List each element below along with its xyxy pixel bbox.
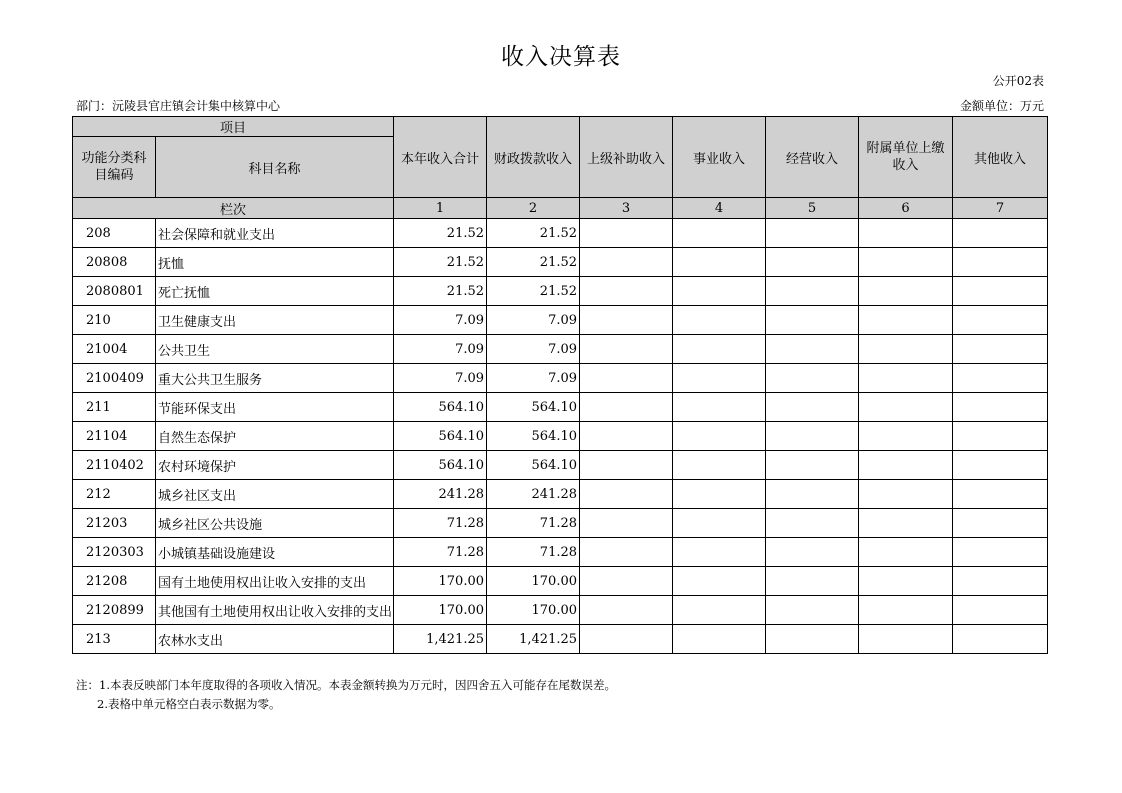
row-total-income: 564.10 <box>394 393 487 422</box>
row-operating-income <box>766 480 859 509</box>
column-number-2: 2 <box>487 198 580 219</box>
row-code: 21004 <box>73 335 156 364</box>
row-fiscal-income: 564.10 <box>487 422 580 451</box>
row-business-income <box>673 625 766 654</box>
row-total-income: 241.28 <box>394 480 487 509</box>
row-fiscal-income: 7.09 <box>487 306 580 335</box>
row-superior-subsidy <box>580 596 673 625</box>
row-superior-subsidy <box>580 480 673 509</box>
row-name: 城乡社区公共设施 <box>156 509 394 538</box>
row-business-income <box>673 509 766 538</box>
row-fiscal-income: 21.52 <box>487 219 580 248</box>
row-operating-income <box>766 509 859 538</box>
row-business-income <box>673 364 766 393</box>
row-total-income: 71.28 <box>394 509 487 538</box>
income-table <box>72 116 1048 654</box>
row-fiscal-income: 21.52 <box>487 277 580 306</box>
row-code: 208 <box>73 219 156 248</box>
table-row <box>73 538 1048 567</box>
table-row <box>73 480 1048 509</box>
header-total-income: 本年收入合计 <box>394 117 487 198</box>
table-row <box>73 393 1048 422</box>
row-business-income <box>673 480 766 509</box>
row-other-income <box>953 219 1048 248</box>
row-operating-income <box>766 393 859 422</box>
table-row <box>73 596 1048 625</box>
row-business-income <box>673 538 766 567</box>
row-name: 农村环境保护 <box>156 451 394 480</box>
row-fiscal-income: 170.00 <box>487 567 580 596</box>
row-total-income: 564.10 <box>394 422 487 451</box>
header-name: 科目名称 <box>156 137 394 198</box>
row-business-income <box>673 393 766 422</box>
table-row <box>73 335 1048 364</box>
row-fiscal-income: 21.52 <box>487 248 580 277</box>
row-other-income <box>953 596 1048 625</box>
row-name: 公共卫生 <box>156 335 394 364</box>
row-total-income: 21.52 <box>394 219 487 248</box>
row-subsidiary-income <box>859 451 953 480</box>
row-operating-income <box>766 248 859 277</box>
table-row <box>73 248 1048 277</box>
row-business-income <box>673 219 766 248</box>
row-superior-subsidy <box>580 277 673 306</box>
row-subsidiary-income <box>859 306 953 335</box>
row-business-income <box>673 248 766 277</box>
row-business-income <box>673 596 766 625</box>
row-business-income <box>673 422 766 451</box>
row-name: 重大公共卫生服务 <box>156 364 394 393</box>
row-name: 抚恤 <box>156 248 394 277</box>
row-business-income <box>673 277 766 306</box>
row-fiscal-income: 564.10 <box>487 393 580 422</box>
row-total-income: 21.52 <box>394 277 487 306</box>
row-superior-subsidy <box>580 567 673 596</box>
row-code: 21208 <box>73 567 156 596</box>
row-business-income <box>673 335 766 364</box>
row-code: 2080801 <box>73 277 156 306</box>
column-number-7: 7 <box>953 198 1048 219</box>
row-total-income: 7.09 <box>394 364 487 393</box>
row-name: 城乡社区支出 <box>156 480 394 509</box>
row-superior-subsidy <box>580 393 673 422</box>
row-subsidiary-income <box>859 364 953 393</box>
row-other-income <box>953 509 1048 538</box>
row-name: 国有土地使用权出让收入安排的支出 <box>156 567 394 596</box>
row-operating-income <box>766 596 859 625</box>
row-other-income <box>953 335 1048 364</box>
row-other-income <box>953 451 1048 480</box>
row-name: 卫生健康支出 <box>156 306 394 335</box>
row-name: 自然生态保护 <box>156 422 394 451</box>
header-fiscal-income: 财政拨款收入 <box>487 117 580 198</box>
table-row <box>73 306 1048 335</box>
row-other-income <box>953 306 1048 335</box>
row-code: 2110402 <box>73 451 156 480</box>
row-operating-income <box>766 451 859 480</box>
row-other-income <box>953 364 1048 393</box>
row-fiscal-income: 170.00 <box>487 596 580 625</box>
row-operating-income <box>766 567 859 596</box>
row-fiscal-income: 71.28 <box>487 509 580 538</box>
row-superior-subsidy <box>580 219 673 248</box>
row-operating-income <box>766 422 859 451</box>
row-other-income <box>953 422 1048 451</box>
row-total-income: 21.52 <box>394 248 487 277</box>
column-number-6: 6 <box>859 198 953 219</box>
row-fiscal-income: 71.28 <box>487 538 580 567</box>
row-code: 20808 <box>73 248 156 277</box>
row-code: 213 <box>73 625 156 654</box>
department-label: 部门：沅陵县官庄镇会计集中核算中心 <box>76 99 281 113</box>
header-other-income: 其他收入 <box>953 117 1048 198</box>
row-operating-income <box>766 625 859 654</box>
row-code: 21203 <box>73 509 156 538</box>
table-row <box>73 451 1048 480</box>
row-code: 211 <box>73 393 156 422</box>
table-row <box>73 509 1048 538</box>
row-fiscal-income: 7.09 <box>487 364 580 393</box>
table-row <box>73 422 1048 451</box>
header-lanci: 栏次 <box>73 198 394 219</box>
row-operating-income <box>766 538 859 567</box>
row-superior-subsidy <box>580 422 673 451</box>
table-row <box>73 625 1048 654</box>
row-superior-subsidy <box>580 335 673 364</box>
row-subsidiary-income <box>859 596 953 625</box>
row-business-income <box>673 451 766 480</box>
row-other-income <box>953 248 1048 277</box>
row-superior-subsidy <box>580 364 673 393</box>
header-superior-subsidy: 上级补助收入 <box>580 117 673 198</box>
row-superior-subsidy <box>580 248 673 277</box>
header-business-income: 事业收入 <box>673 117 766 198</box>
row-other-income <box>953 567 1048 596</box>
row-fiscal-income: 241.28 <box>487 480 580 509</box>
row-total-income: 7.09 <box>394 306 487 335</box>
row-code: 2120899 <box>73 596 156 625</box>
row-subsidiary-income <box>859 393 953 422</box>
header-item: 项目 <box>73 117 394 137</box>
row-total-income: 170.00 <box>394 596 487 625</box>
column-number-5: 5 <box>766 198 859 219</box>
row-superior-subsidy <box>580 451 673 480</box>
row-operating-income <box>766 277 859 306</box>
header-operating-income: 经营收入 <box>766 117 859 198</box>
row-other-income <box>953 625 1048 654</box>
column-number-3: 3 <box>580 198 673 219</box>
row-code: 2100409 <box>73 364 156 393</box>
row-name: 农林水支出 <box>156 625 394 654</box>
row-subsidiary-income <box>859 625 953 654</box>
row-fiscal-income: 7.09 <box>487 335 580 364</box>
row-subsidiary-income <box>859 422 953 451</box>
row-name: 死亡抚恤 <box>156 277 394 306</box>
row-superior-subsidy <box>580 538 673 567</box>
row-code: 2120303 <box>73 538 156 567</box>
row-operating-income <box>766 364 859 393</box>
row-subsidiary-income <box>859 277 953 306</box>
row-fiscal-income: 564.10 <box>487 451 580 480</box>
unit-label: 金额单位：万元 <box>959 99 1044 113</box>
page-title: 收入决算表 <box>501 44 621 70</box>
table-row <box>73 277 1048 306</box>
table-row <box>73 567 1048 596</box>
column-number-1: 1 <box>394 198 487 219</box>
row-business-income <box>673 306 766 335</box>
note-1: 注：1.本表反映部门本年度取得的各项收入情况。本表金额转换为万元时，因四舍五入可能存在尾数误差。 <box>76 678 616 692</box>
row-superior-subsidy <box>580 509 673 538</box>
note-2: 2.表格中单元格空白表示数据为零。 <box>97 697 281 711</box>
table-row <box>73 219 1048 248</box>
row-superior-subsidy <box>580 306 673 335</box>
row-name: 节能环保支出 <box>156 393 394 422</box>
table-row <box>73 364 1048 393</box>
row-subsidiary-income <box>859 509 953 538</box>
row-other-income <box>953 538 1048 567</box>
row-subsidiary-income <box>859 219 953 248</box>
row-other-income <box>953 277 1048 306</box>
row-total-income: 71.28 <box>394 538 487 567</box>
row-total-income: 1,421.25 <box>394 625 487 654</box>
row-total-income: 170.00 <box>394 567 487 596</box>
row-operating-income <box>766 335 859 364</box>
row-other-income <box>953 480 1048 509</box>
form-number: 公开02表 <box>992 74 1044 88</box>
header-subsidiary-income: 附属单位上缴收入 <box>859 117 953 198</box>
row-name: 社会保障和就业支出 <box>156 219 394 248</box>
row-code: 212 <box>73 480 156 509</box>
row-operating-income <box>766 219 859 248</box>
row-other-income <box>953 393 1048 422</box>
row-superior-subsidy <box>580 625 673 654</box>
row-code: 210 <box>73 306 156 335</box>
row-operating-income <box>766 306 859 335</box>
row-subsidiary-income <box>859 480 953 509</box>
row-code: 21104 <box>73 422 156 451</box>
row-name: 其他国有土地使用权出让收入安排的支出 <box>156 596 394 625</box>
row-subsidiary-income <box>859 567 953 596</box>
header-code: 功能分类科目编码 <box>73 137 156 198</box>
row-business-income <box>673 567 766 596</box>
row-subsidiary-income <box>859 335 953 364</box>
row-subsidiary-income <box>859 248 953 277</box>
row-total-income: 564.10 <box>394 451 487 480</box>
column-number-4: 4 <box>673 198 766 219</box>
row-subsidiary-income <box>859 538 953 567</box>
row-fiscal-income: 1,421.25 <box>487 625 580 654</box>
row-total-income: 7.09 <box>394 335 487 364</box>
row-name: 小城镇基础设施建设 <box>156 538 394 567</box>
